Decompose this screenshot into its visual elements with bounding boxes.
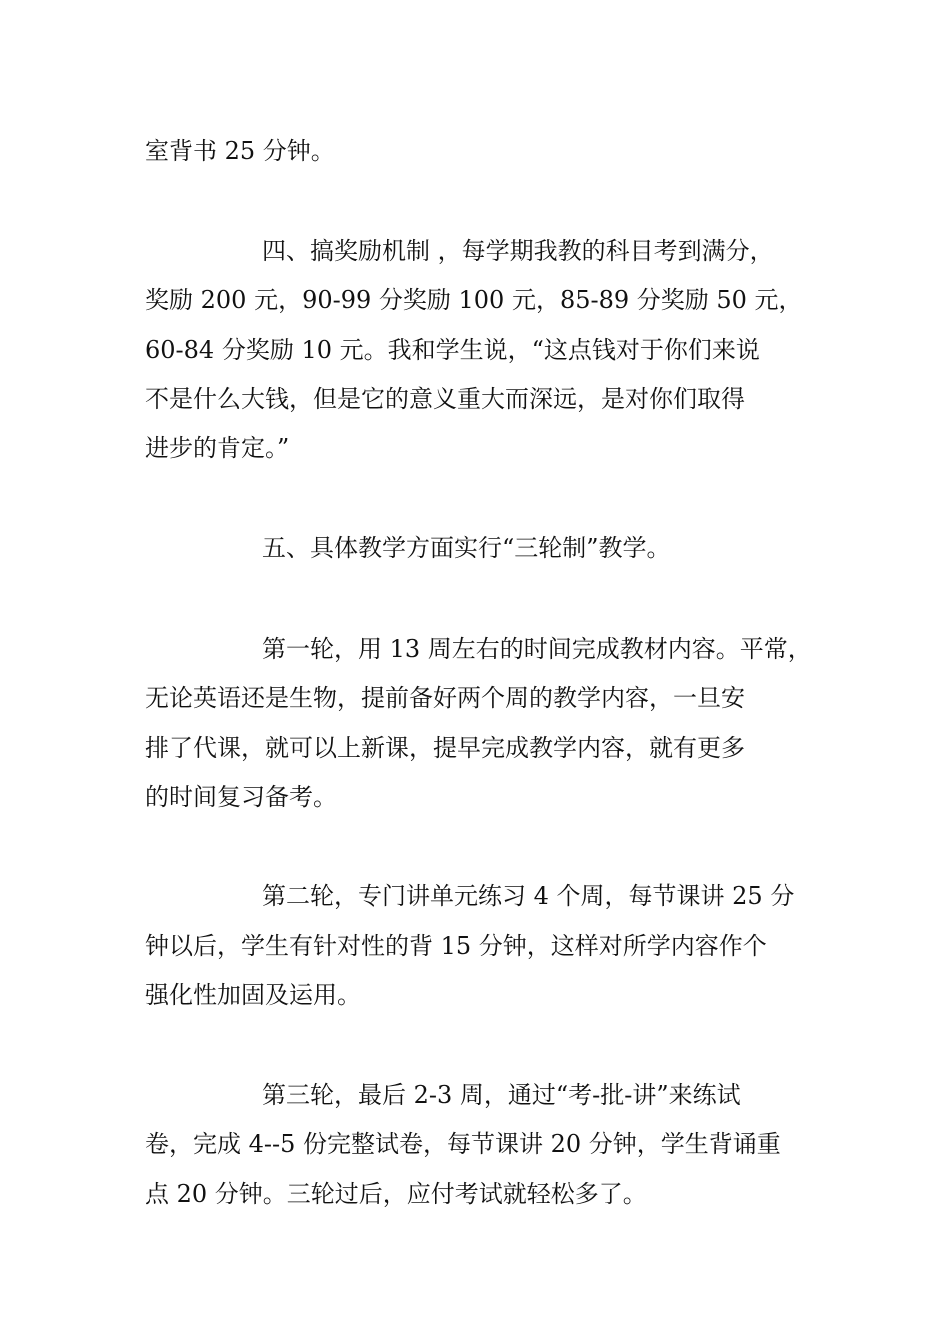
- text-line: 第二轮，专门讲单元练习 4 个周，每节课讲 25 分: [262, 882, 795, 910]
- text-line: 五、具体教学方面实行“三轮制”教学。: [262, 534, 671, 562]
- text-line: 第一轮，用 13 周左右的时间完成教材内容。平常，: [262, 635, 812, 663]
- text-line: 奖励 200 元，90-99 分奖励 100 元，85-89 分奖励 50 元，: [145, 286, 803, 314]
- text-line: 60-84 分奖励 10 元。我和学生说，“这点钱对于你们来说: [145, 336, 760, 364]
- text-line: 室背书 25 分钟。: [145, 137, 335, 165]
- text-line: 四、搞奖励机制 ，每学期我教的科目考到满分，: [262, 237, 774, 265]
- text-line: 卷，完成 4--5 份完整试卷，每节课讲 20 分钟，学生背诵重: [145, 1130, 781, 1158]
- text-line: 不是什么大钱，但是它的意义重大而深远，是对你们取得: [145, 385, 745, 413]
- text-line: 排了代课，就可以上新课，提早完成教学内容，就有更多: [145, 734, 745, 762]
- text-line: 的时间复习备考。: [145, 783, 337, 811]
- text-line: 进步的肯定。”: [145, 434, 290, 462]
- text-line: 强化性加固及运用。: [145, 981, 361, 1009]
- text-line: 点 20 分钟。三轮过后，应付考试就轻松多了。: [145, 1180, 647, 1208]
- text-line: 无论英语还是生物，提前备好两个周的教学内容，一旦安: [145, 684, 745, 712]
- text-line: 第三轮，最后 2-3 周，通过“考-批-讲”来练试: [262, 1081, 741, 1109]
- text-line: 钟以后，学生有针对性的背 15 分钟，这样对所学内容作个: [145, 932, 767, 960]
